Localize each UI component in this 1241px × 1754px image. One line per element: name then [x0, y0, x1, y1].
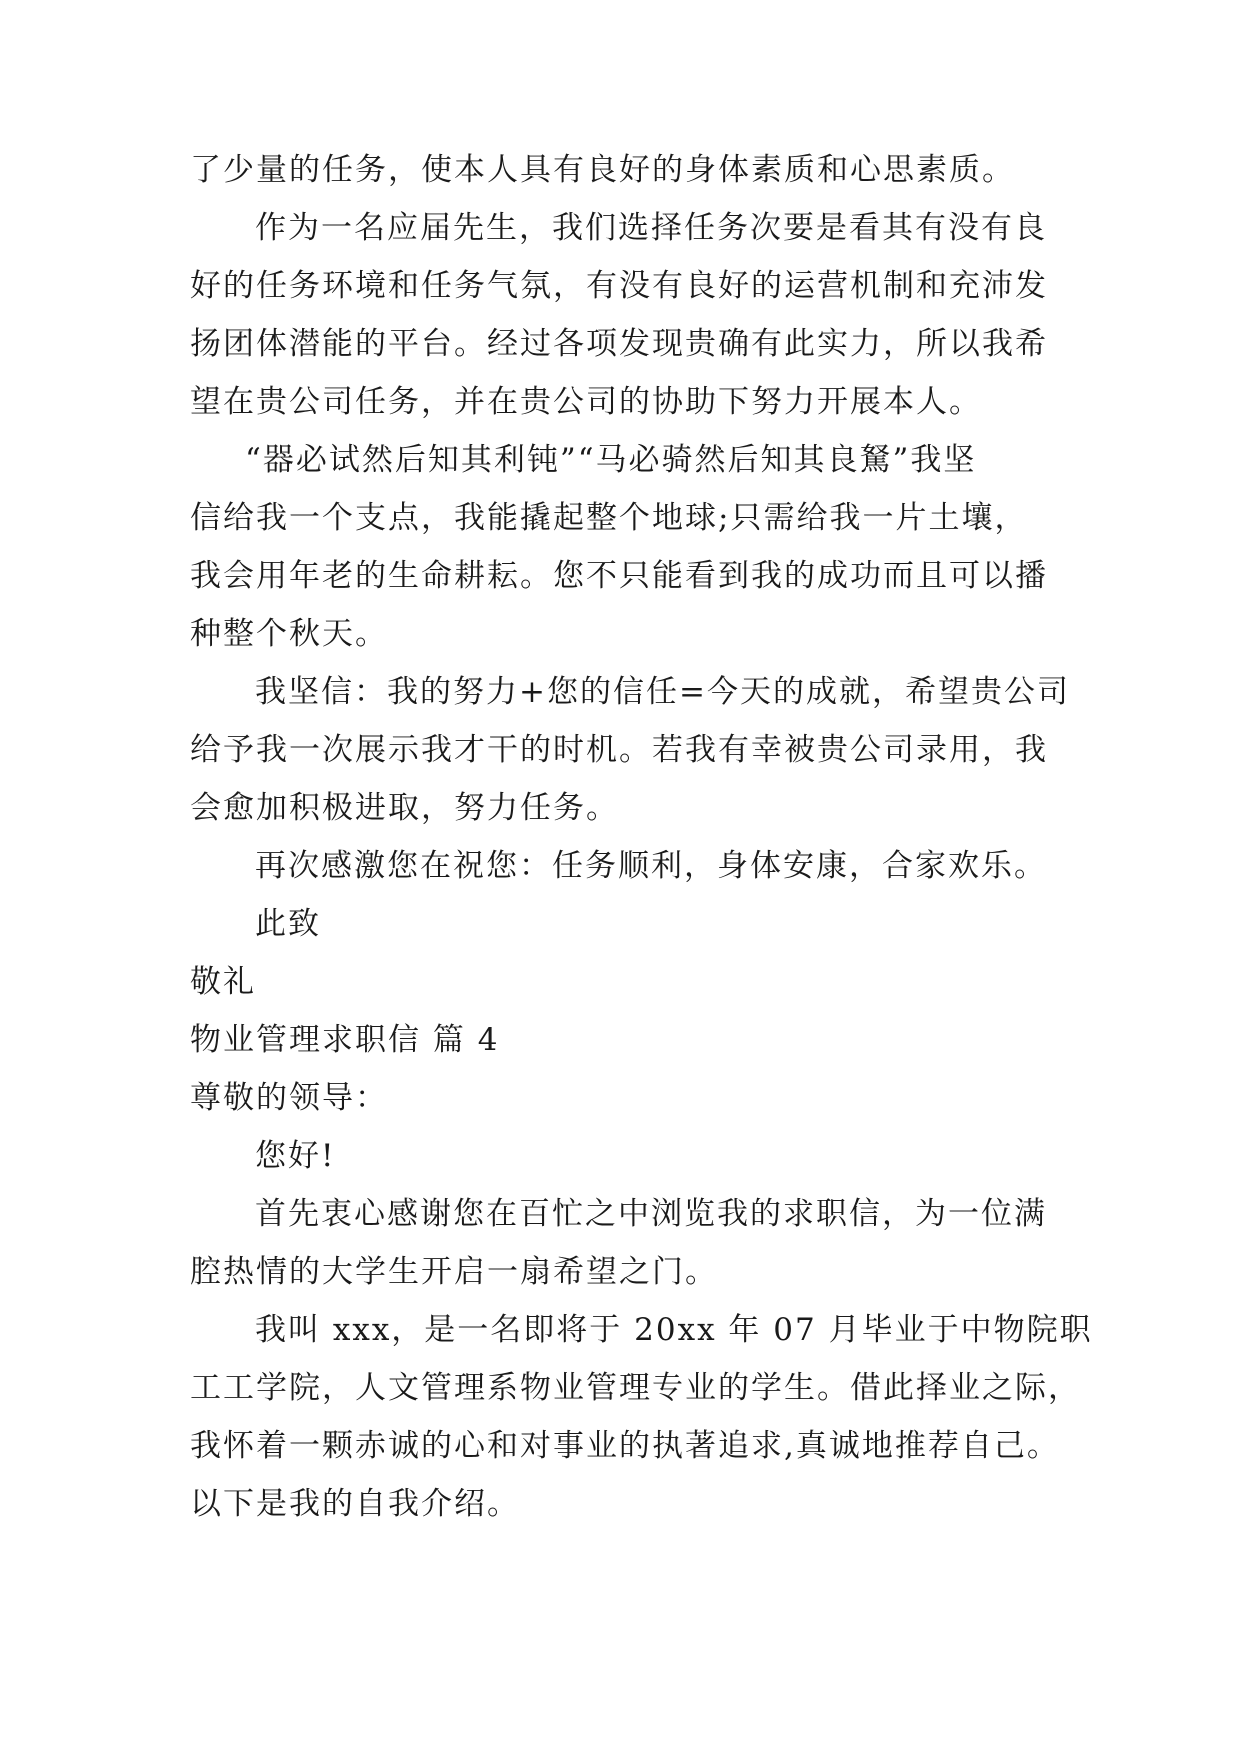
- paragraph-line: 我怀着一颗赤诚的心和对事业的执著追求,真诚地推荐自己。: [190, 1428, 1060, 1464]
- closing-regards: 敬礼: [190, 964, 256, 1000]
- paragraph-line: 我会用年老的生命耕耘。您不只能看到我的成功而且可以播: [190, 558, 1048, 594]
- paragraph-line: 以下是我的自我介绍。: [190, 1486, 520, 1522]
- paragraph-line: 我叫 xxx，是一名即将于 20xx 年 07 月毕业于中物院职: [255, 1312, 1093, 1348]
- paragraph-line: 我坚信：我的努力+您的信任=今天的成就，希望贵公司: [255, 674, 1070, 710]
- paragraph-line: “器必试然后知其利钝”“马必骑然后知其良駑”我坚: [245, 442, 977, 478]
- section-heading: 物业管理求职信 篇 4: [190, 1022, 500, 1058]
- paragraph-line: 工工学院，人文管理系物业管理专业的学生。借此择业之际，: [190, 1370, 1081, 1406]
- greeting: 尊敬的领导：: [190, 1080, 388, 1116]
- paragraph-line: 扬团体潜能的平台。经过各项发现贵确有此实力，所以我希: [190, 326, 1048, 362]
- paragraph-line: 给予我一次展示我才干的时机。若我有幸被贵公司录用，我: [190, 732, 1048, 768]
- greeting-hello: 您好!: [255, 1138, 336, 1174]
- paragraph-line: 腔热情的大学生开启一扇希望之门。: [190, 1254, 718, 1290]
- paragraph-line: 了少量的任务，使本人具有良好的身体素质和心思素质。: [190, 152, 1015, 188]
- paragraph-line: 作为一名应届先生，我们选择任务次要是看其有没有良: [255, 210, 1047, 246]
- paragraph-line: 会愈加积极进取，努力任务。: [190, 790, 619, 826]
- paragraph-line: 好的任务环境和任务气氛，有没有良好的运营机制和充沛发: [190, 268, 1048, 304]
- closing-salutation: 此致: [255, 906, 321, 942]
- paragraph-line: 首先衷心感谢您在百忙之中浏览我的求职信，为一位满: [255, 1196, 1047, 1232]
- paragraph-line: 种整个秋天。: [190, 616, 388, 652]
- paragraph-line: 信给我一个支点，我能撬起整个地球;只需给我一片土壤，: [190, 500, 1028, 536]
- paragraph-line: 再次感激您在祝您：任务顺利，身体安康，合家欢乐。: [255, 848, 1047, 884]
- paragraph-line: 望在贵公司任务，并在贵公司的协助下努力开展本人。: [190, 384, 982, 420]
